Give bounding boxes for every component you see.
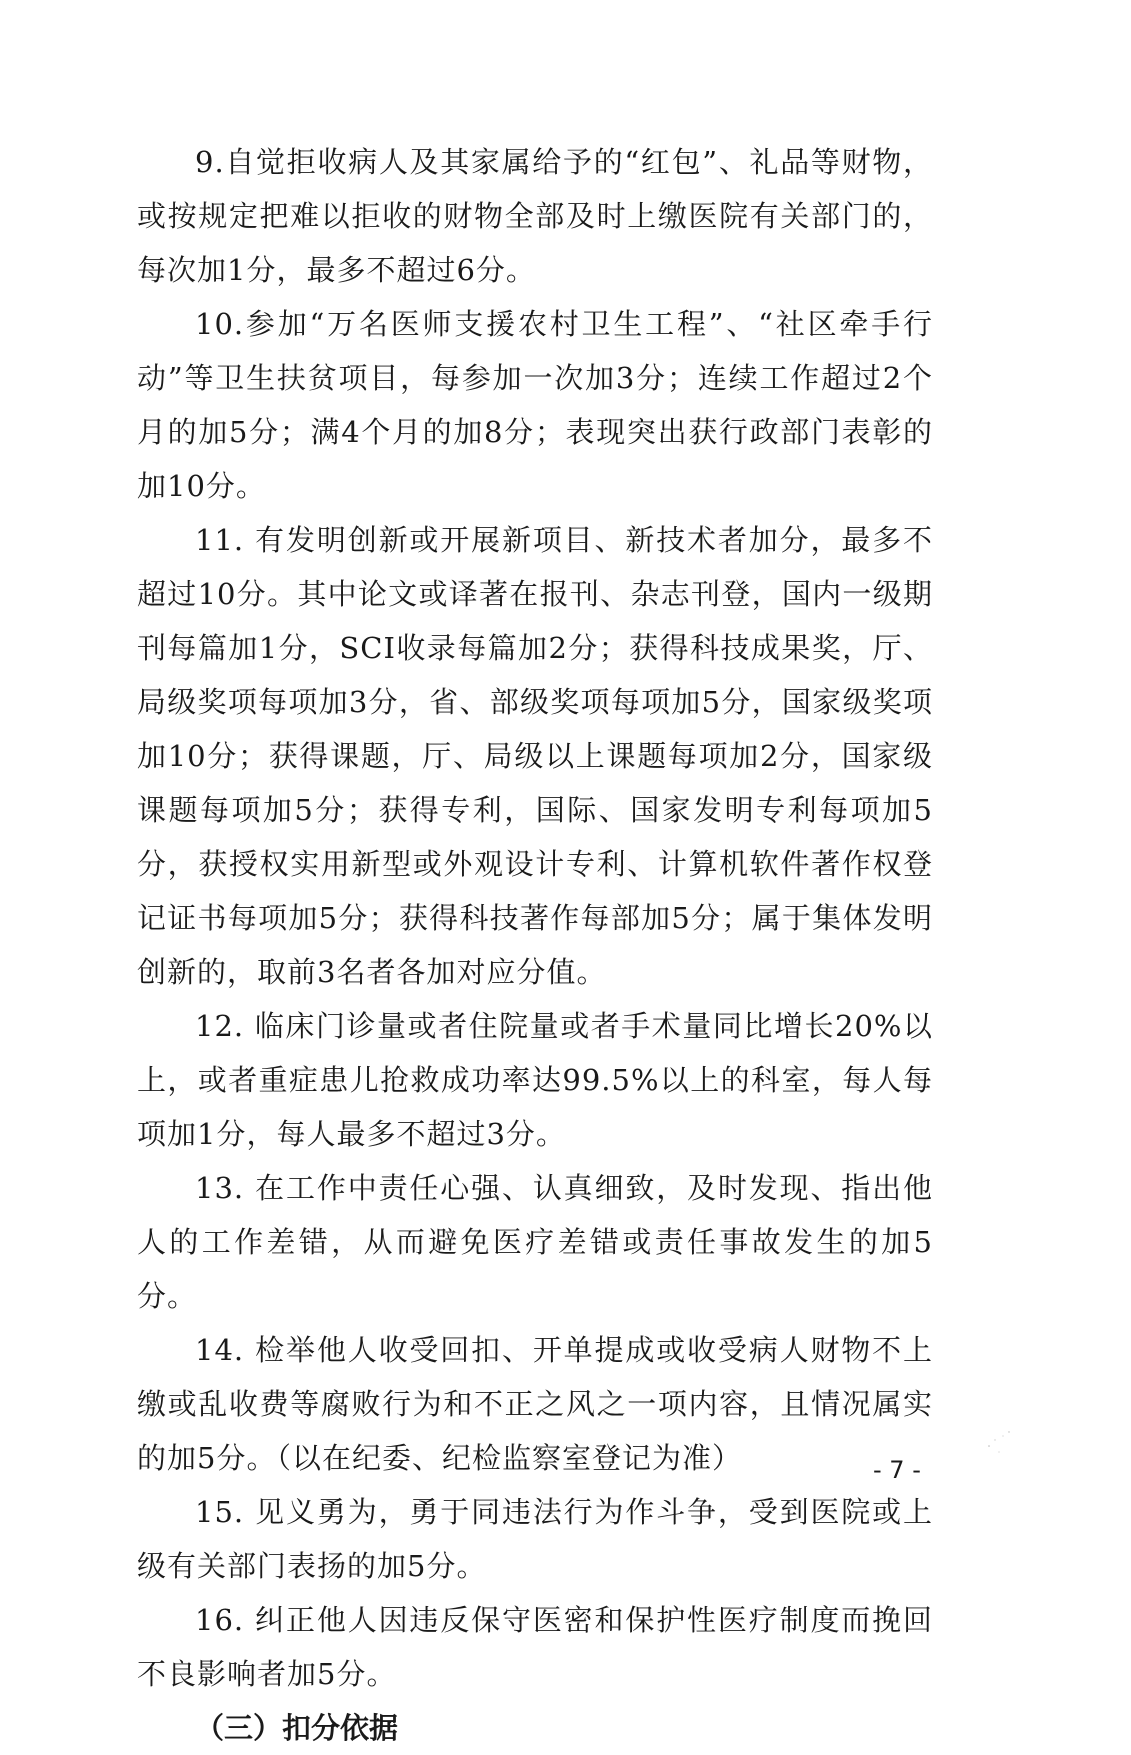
document-body <box>137 135 933 1755</box>
section-heading: （三）扣分依据 <box>195 1711 399 1745</box>
page-number: - 7 - <box>873 1456 921 1484</box>
paragraph-item-16: 16. 纠正他人因违反保守医密和保护性医疗制度而挽回不良影响者加5分。 <box>137 1603 933 1691</box>
paragraph-item-10: 10.参加“万名医师支援农村卫生工程”、“社区牵手行动”等卫生扶贫项目，每参加一次加3分；连续工作超过2个月的加5分；满4个月的加8分；表现突出获行政部门表彰的加10分。 <box>137 307 933 503</box>
scan-specks <box>985 1428 1015 1458</box>
paragraph-item-13: 13. 在工作中责任心强、认真细致，及时发现、指出他人的工作差错，从而避免医疗差错或责任事故发生的加5分。 <box>137 1171 933 1313</box>
paragraph-item-14: 14. 检举他人收受回扣、开单提成或收受病人财物不上缴或乱收费等腐败行为和不正之风之一项内容，且情况属实的加5分。（以在纪委、纪检监察室登记为准） <box>137 1333 933 1475</box>
paragraph-item-11: 11. 有发明创新或开展新项目、新技术者加分，最多不超过10分。其中论文或译著在报刊、杂志刊登，国内一级期刊每篇加1分，SCI收录每篇加2分；获得科技成果奖，厅、局级奖项每项加3分，省、部级奖项每项加5分，国家级奖项加10分；获得课题，厅、局级以上课题每项加2分，国家级课题每项加5分；获得专利，国际、国家发明专利每项加5分，获授权实用新型或外观设计专利、计算机软件著作权登记证书每项加5分；获得科技著作每部加5分；属于集体发明创新的，取前3名者各加对应分值。 <box>137 523 933 989</box>
paragraph-item-15: 15. 见义勇为，勇于同违法行为作斗争，受到医院或上级有关部门表扬的加5分。 <box>137 1495 933 1583</box>
paragraph-item-12: 12. 临床门诊量或者住院量或者手术量同比增长20%以上，或者重症患儿抢救成功率达99.5%以上的科室，每人每项加1分，每人最多不超过3分。 <box>137 1009 933 1151</box>
paragraph-item-9: 9.自觉拒收病人及其家属给予的“红包”、礼品等财物，或按规定把难以拒收的财物全部及时上缴医院有关部门的，每次加1分，最多不超过6分。 <box>137 145 933 287</box>
